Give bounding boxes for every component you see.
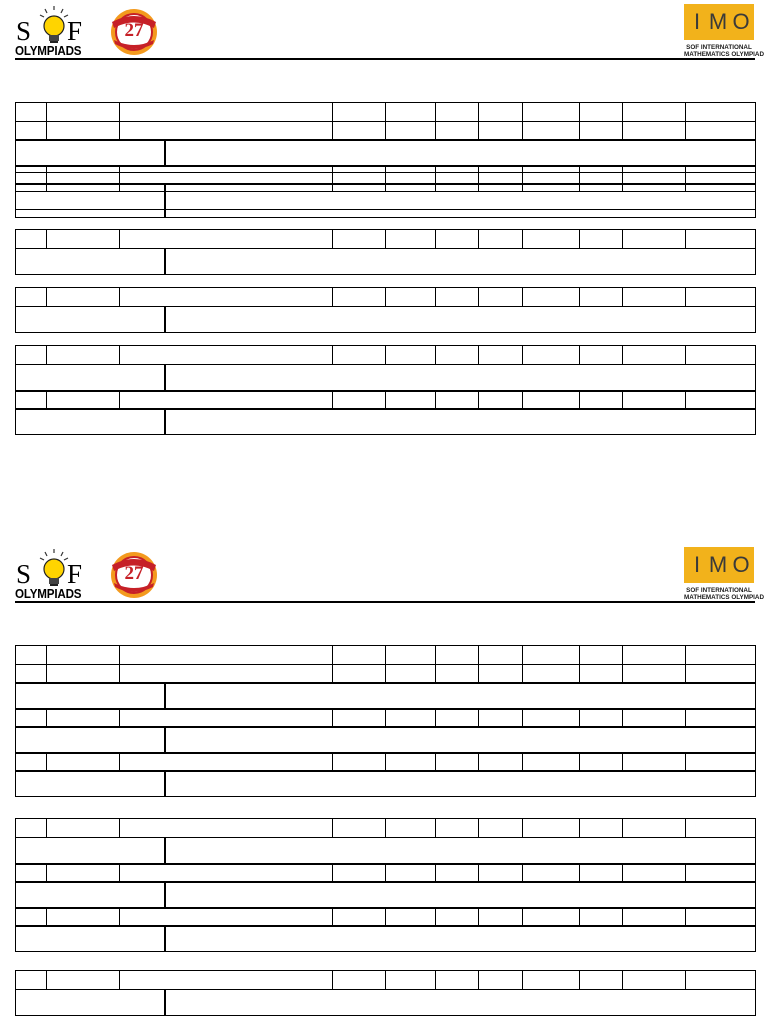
table-cell-divider <box>522 122 523 139</box>
table-merged-row <box>16 881 755 907</box>
table-merged-row <box>16 139 755 165</box>
table-cell-divider <box>478 710 479 726</box>
table-cell-divider <box>478 865 479 881</box>
imo-logo <box>684 547 764 602</box>
table-cell-divider <box>579 971 580 989</box>
table-cell-divider <box>622 754 623 770</box>
table-cell-divider <box>685 288 686 306</box>
table-cell-divider <box>685 346 686 364</box>
table-cell-divider <box>435 103 436 121</box>
table-row <box>16 971 755 989</box>
table-cell-divider <box>579 819 580 837</box>
table-cell-divider <box>164 249 166 274</box>
table-cell-divider <box>579 103 580 121</box>
table-cell-divider <box>332 665 333 682</box>
table-cell-divider <box>385 230 386 248</box>
anniversary-badge <box>104 551 164 599</box>
table-cell-divider <box>622 665 623 682</box>
table-cell-divider <box>522 103 523 121</box>
table-row <box>16 121 755 139</box>
imo-letter-m: M <box>708 552 728 577</box>
table-cell-divider <box>435 122 436 139</box>
imo-caption-line-2: MATHEMATICS OLYMPIAD <box>684 594 764 601</box>
table-cell-divider <box>385 819 386 837</box>
answer-table <box>15 229 756 275</box>
table-row <box>16 346 755 364</box>
table-cell-divider <box>685 865 686 881</box>
table-cell-divider <box>46 288 47 306</box>
table-cell-divider <box>522 971 523 989</box>
table-cell-divider <box>435 288 436 306</box>
table-cell-divider <box>46 819 47 837</box>
imo-logo <box>684 4 764 59</box>
table-cell-divider <box>685 971 686 989</box>
table-cell-divider <box>46 173 47 191</box>
table-cell-divider <box>685 103 686 121</box>
table-cell-divider <box>435 909 436 925</box>
table-cell-divider <box>119 173 120 191</box>
table-cell-divider <box>332 754 333 770</box>
table-cell-divider <box>622 230 623 248</box>
table-cell-divider <box>435 646 436 664</box>
table-cell-divider <box>119 909 120 925</box>
table-cell-divider <box>332 819 333 837</box>
sof-wordmark <box>15 561 93 587</box>
sof-letter-s: S <box>16 16 32 46</box>
table-cell-divider <box>332 173 333 191</box>
table-cell-divider <box>164 927 166 951</box>
table-row <box>16 173 755 191</box>
table-cell-divider <box>622 710 623 726</box>
table-cell-divider <box>332 288 333 306</box>
table-cell-divider <box>435 392 436 408</box>
answer-table <box>15 645 756 797</box>
table-cell-divider <box>46 646 47 664</box>
table-cell-divider <box>385 646 386 664</box>
table-cell-divider <box>435 710 436 726</box>
table-row <box>16 708 755 726</box>
table-cell-divider <box>622 346 623 364</box>
imo-logo-box <box>684 4 754 40</box>
table-cell-divider <box>522 346 523 364</box>
answer-table <box>15 287 756 333</box>
table-cell-divider <box>332 646 333 664</box>
table-cell-divider <box>522 819 523 837</box>
table-cell-divider <box>164 192 166 217</box>
table-cell-divider <box>46 392 47 408</box>
table-merged-row <box>16 248 755 274</box>
table-cell-divider <box>385 392 386 408</box>
badge-number: 27 <box>124 563 144 584</box>
table-merged-row <box>16 837 755 863</box>
table-cell-divider <box>164 772 166 796</box>
table-merged-row <box>16 726 755 752</box>
table-cell-divider <box>119 230 120 248</box>
answer-table <box>15 345 756 435</box>
sof-letter-f: F <box>67 16 83 46</box>
table-cell-divider <box>164 307 166 332</box>
table-cell-divider <box>385 288 386 306</box>
table-cell-divider <box>478 754 479 770</box>
sof-letter-f: F <box>67 559 83 589</box>
table-cell-divider <box>522 909 523 925</box>
imo-logo-box <box>684 547 754 583</box>
table-cell-divider <box>579 865 580 881</box>
imo-letter-o: O <box>732 552 750 577</box>
header-divider <box>15 58 755 60</box>
table-cell-divider <box>435 173 436 191</box>
table-cell-divider <box>622 122 623 139</box>
table-cell-divider <box>164 990 166 1015</box>
table-row <box>16 103 755 121</box>
table-cell-divider <box>522 865 523 881</box>
table-cell-divider <box>522 665 523 682</box>
table-cell-divider <box>332 971 333 989</box>
imo-letter-i: I <box>693 9 701 34</box>
answer-table <box>15 970 756 1016</box>
table-cell-divider <box>332 392 333 408</box>
table-cell-divider <box>46 710 47 726</box>
table-cell-divider <box>579 392 580 408</box>
table-merged-row <box>16 191 755 217</box>
table-cell-divider <box>385 346 386 364</box>
table-cell-divider <box>332 230 333 248</box>
table-cell-divider <box>332 865 333 881</box>
table-cell-divider <box>478 646 479 664</box>
table-cell-divider <box>622 909 623 925</box>
table-cell-divider <box>119 819 120 837</box>
table-cell-divider <box>46 346 47 364</box>
table-cell-divider <box>579 122 580 139</box>
table-merged-row <box>16 408 755 434</box>
table-cell-divider <box>478 173 479 191</box>
table-cell-divider <box>685 122 686 139</box>
table-cell-divider <box>579 665 580 682</box>
table-row <box>16 664 755 682</box>
table-cell-divider <box>579 288 580 306</box>
table-cell-divider <box>46 230 47 248</box>
table-cell-divider <box>579 346 580 364</box>
page-header <box>0 543 768 603</box>
table-cell-divider <box>478 288 479 306</box>
imo-caption-line-1: SOF INTERNATIONAL <box>686 44 752 51</box>
table-cell-divider <box>119 710 120 726</box>
table-cell-divider <box>119 754 120 770</box>
table-cell-divider <box>579 173 580 191</box>
table-cell-divider <box>332 909 333 925</box>
table-merged-row <box>16 364 755 390</box>
table-row <box>16 646 755 664</box>
table-cell-divider <box>579 710 580 726</box>
table-cell-divider <box>522 392 523 408</box>
table-cell-divider <box>119 646 120 664</box>
table-cell-divider <box>46 103 47 121</box>
table-cell-divider <box>385 754 386 770</box>
table-cell-divider <box>435 665 436 682</box>
table-cell-divider <box>478 819 479 837</box>
table-cell-divider <box>478 230 479 248</box>
table-cell-divider <box>478 665 479 682</box>
table-cell-divider <box>579 230 580 248</box>
table-cell-divider <box>685 646 686 664</box>
table-cell-divider <box>385 173 386 191</box>
sof-letter-s: S <box>16 559 32 589</box>
header-divider <box>15 601 755 603</box>
table-cell-divider <box>119 103 120 121</box>
table-cell-divider <box>164 838 166 863</box>
table-cell-divider <box>164 883 166 907</box>
table-cell-divider <box>622 865 623 881</box>
table-row <box>16 390 755 408</box>
table-cell-divider <box>46 865 47 881</box>
table-cell-divider <box>478 909 479 925</box>
table-cell-divider <box>164 141 166 165</box>
table-cell-divider <box>119 971 120 989</box>
table-cell-divider <box>164 684 166 708</box>
table-row <box>16 819 755 837</box>
page-header <box>0 0 768 60</box>
table-merged-row <box>16 306 755 332</box>
table-cell-divider <box>622 646 623 664</box>
table-cell-divider <box>579 646 580 664</box>
section-2 <box>0 543 768 1024</box>
table-cell-divider <box>332 710 333 726</box>
imo-caption-line-2: MATHEMATICS OLYMPIAD <box>684 51 764 58</box>
table-row <box>16 863 755 881</box>
table-cell-divider <box>522 173 523 191</box>
table-cell-divider <box>435 346 436 364</box>
table-cell-divider <box>46 122 47 139</box>
table-cell-divider <box>579 754 580 770</box>
table-cell-divider <box>385 909 386 925</box>
table-row <box>16 288 755 306</box>
sof-olympiads-logo <box>15 4 93 58</box>
table-cell-divider <box>119 392 120 408</box>
table-cell-divider <box>435 865 436 881</box>
table-cell-divider <box>622 819 623 837</box>
table-row <box>16 230 755 248</box>
table-cell-divider <box>522 754 523 770</box>
table-cell-divider <box>119 865 120 881</box>
table-cell-divider <box>332 103 333 121</box>
table-cell-divider <box>685 754 686 770</box>
table-row <box>16 907 755 925</box>
table-cell-divider <box>46 754 47 770</box>
sof-logo-subtitle: OLYMPIADS <box>15 587 82 601</box>
answer-table <box>15 172 756 218</box>
table-cell-divider <box>46 971 47 989</box>
table-cell-divider <box>46 909 47 925</box>
table-cell-divider <box>522 710 523 726</box>
answer-table <box>15 818 756 952</box>
table-cell-divider <box>435 754 436 770</box>
imo-caption-line-1: SOF INTERNATIONAL <box>686 587 752 594</box>
table-cell-divider <box>119 665 120 682</box>
table-cell-divider <box>435 819 436 837</box>
table-cell-divider <box>478 103 479 121</box>
table-cell-divider <box>435 230 436 248</box>
sof-wordmark <box>15 18 93 44</box>
table-cell-divider <box>685 819 686 837</box>
table-cell-divider <box>119 122 120 139</box>
table-cell-divider <box>478 392 479 408</box>
table-cell-divider <box>164 728 166 752</box>
table-cell-divider <box>478 122 479 139</box>
table-cell-divider <box>622 392 623 408</box>
imo-letter-i: I <box>693 552 701 577</box>
table-cell-divider <box>119 288 120 306</box>
table-cell-divider <box>685 710 686 726</box>
table-cell-divider <box>622 173 623 191</box>
badge-number: 27 <box>124 20 144 41</box>
table-cell-divider <box>164 410 166 434</box>
imo-letter-m: M <box>708 9 728 34</box>
imo-letter-o: O <box>732 9 750 34</box>
table-cell-divider <box>119 346 120 364</box>
table-cell-divider <box>332 346 333 364</box>
table-cell-divider <box>435 971 436 989</box>
table-cell-divider <box>46 665 47 682</box>
table-cell-divider <box>622 103 623 121</box>
sof-olympiads-logo <box>15 547 93 601</box>
table-cell-divider <box>332 122 333 139</box>
table-cell-divider <box>385 122 386 139</box>
table-cell-divider <box>622 971 623 989</box>
table-cell-divider <box>622 288 623 306</box>
table-cell-divider <box>164 365 166 390</box>
table-merged-row <box>16 925 755 951</box>
table-cell-divider <box>478 346 479 364</box>
table-cell-divider <box>685 173 686 191</box>
table-merged-row <box>16 682 755 708</box>
table-cell-divider <box>385 865 386 881</box>
table-merged-row <box>16 989 755 1015</box>
table-cell-divider <box>522 646 523 664</box>
table-cell-divider <box>685 392 686 408</box>
table-cell-divider <box>385 103 386 121</box>
table-cell-divider <box>385 665 386 682</box>
table-cell-divider <box>385 971 386 989</box>
table-row <box>16 752 755 770</box>
table-cell-divider <box>685 909 686 925</box>
table-cell-divider <box>385 710 386 726</box>
table-cell-divider <box>685 230 686 248</box>
anniversary-badge <box>104 8 164 56</box>
table-cell-divider <box>478 971 479 989</box>
sof-logo-subtitle: OLYMPIADS <box>15 44 82 58</box>
table-cell-divider <box>685 665 686 682</box>
table-cell-divider <box>522 230 523 248</box>
table-cell-divider <box>522 288 523 306</box>
table-merged-row <box>16 770 755 796</box>
table-cell-divider <box>579 909 580 925</box>
